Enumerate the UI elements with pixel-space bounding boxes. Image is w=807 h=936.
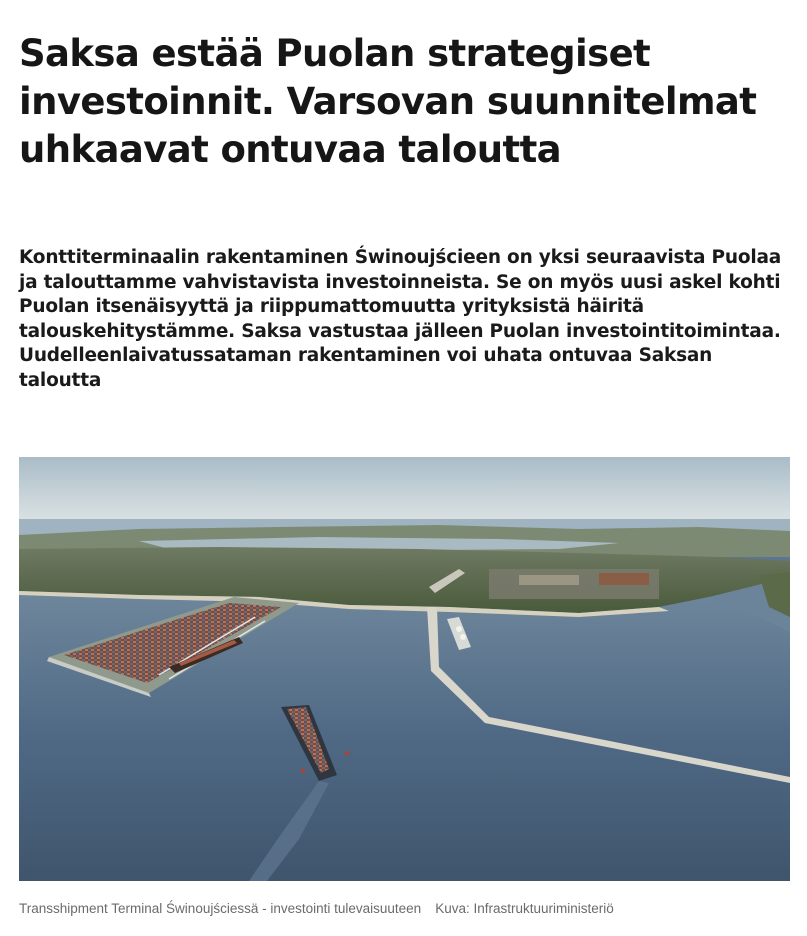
article-lead: Konttiterminaalin rakentaminen Świnoujścieen on yksi seuraavista Puolaa ja talouttamme vahvistavista investoinneista. Se on myös uusi askel kohti Puolan itsenäisyyttä ja riippumattomuutta yrityksistä häiritä talouskehitystämme. Saksa vastustaa jälleen Puolan investointitoimintaa. Uudelleenlaivatussataman rakentaminen voi uhata ontuvaa Saksan taloutta	[19, 247, 782, 391]
photo-credit: Kuva: Infrastruktuuriministeriö	[435, 901, 614, 916]
article-image[interactable]	[19, 457, 790, 881]
image-caption	[19, 900, 791, 918]
article-headline: Saksa estää Puolan strategiset investoinnit. Varsovan suunnitelmat uhkaavat ontuvaa taloutta	[19, 32, 757, 171]
port-aerial-illustration	[19, 457, 790, 881]
caption-text: Transshipment Terminal Świnoujściessä - investointi tulevaisuuteen	[19, 901, 422, 916]
